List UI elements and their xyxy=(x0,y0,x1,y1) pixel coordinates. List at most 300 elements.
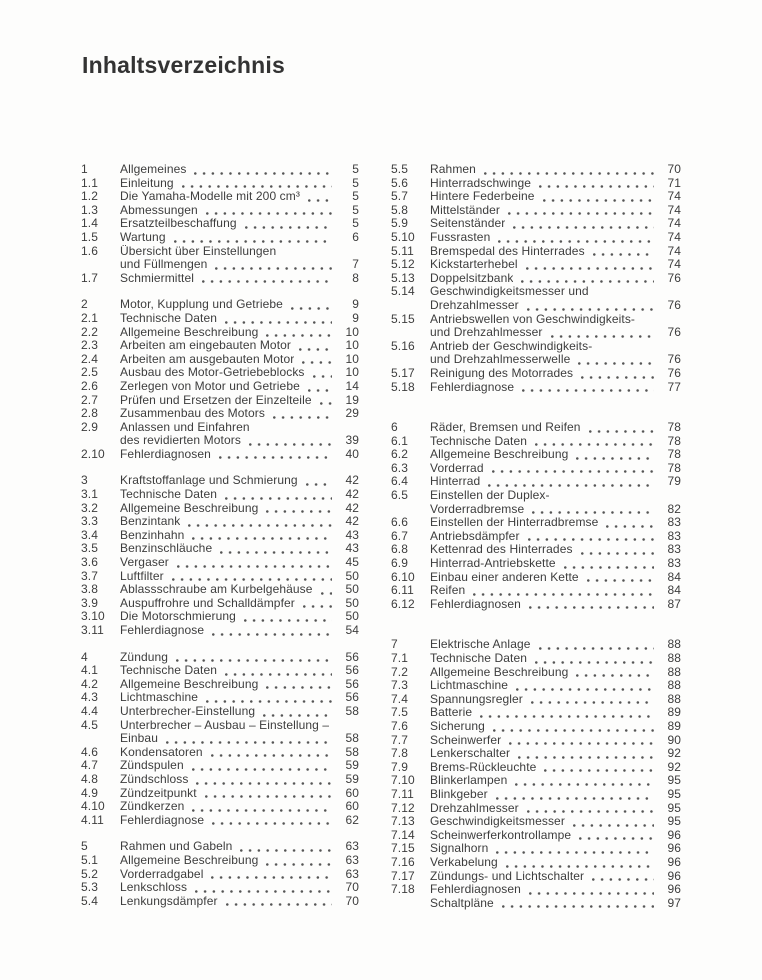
toc-entry xyxy=(391,299,681,313)
dot-leader xyxy=(266,863,332,866)
toc-entry xyxy=(391,367,681,381)
toc-entry xyxy=(81,787,359,801)
toc-entry-number: 2.5 xyxy=(81,365,98,380)
toc-entry-title: Blinkgeber xyxy=(430,787,488,801)
toc-entry-page: 89 xyxy=(667,705,681,720)
toc-entry-page: 5 xyxy=(352,162,359,176)
toc-entry-number: 7.4 xyxy=(391,691,408,706)
toc-entry-page: 70 xyxy=(345,880,359,895)
toc-entry-title: Kickstarterhebel xyxy=(430,258,518,272)
toc-entry-number: 7 xyxy=(391,637,398,652)
toc-entry xyxy=(81,515,359,529)
toc-entry-page: 88 xyxy=(667,691,681,706)
toc-entry-number: 1.1 xyxy=(81,175,98,190)
toc-entry-number: 7.6 xyxy=(391,718,408,733)
toc-section xyxy=(391,421,681,611)
toc-entry-title: Fehlerdiagnosen xyxy=(430,883,521,897)
toc-entry xyxy=(391,815,681,829)
dot-leader xyxy=(266,334,332,337)
toc-entry-title: Fehlerdiagnose xyxy=(120,624,205,637)
toc-entry xyxy=(391,475,681,489)
toc-entry-title: Wartung xyxy=(120,230,166,244)
toc-entry-page: 76 xyxy=(667,270,681,285)
toc-section xyxy=(81,651,359,828)
dot-leader xyxy=(581,552,654,555)
dot-leader xyxy=(226,903,332,906)
dot-leader xyxy=(302,361,332,364)
toc-entry xyxy=(391,720,681,734)
toc-entry-page: 54 xyxy=(345,623,359,637)
toc-entry-page: 19 xyxy=(345,392,359,407)
dot-leader xyxy=(212,822,332,825)
dot-leader xyxy=(321,592,332,595)
toc-entry-number: 6 xyxy=(391,420,398,435)
dot-leader xyxy=(225,497,332,500)
toc-entry-number: 1.6 xyxy=(81,243,98,258)
toc-column-left xyxy=(81,163,359,908)
toc-entry-title: Verkabelung xyxy=(430,855,498,869)
toc-entry-number: 5.13 xyxy=(391,270,415,285)
toc-entry-page: 70 xyxy=(667,162,681,176)
toc-entry-title: Zündung xyxy=(120,650,169,664)
toc-entry-number: 3.11 xyxy=(81,623,104,637)
toc-entry-page: 43 xyxy=(345,541,359,556)
dot-leader xyxy=(606,525,654,528)
toc-entry xyxy=(81,678,359,692)
dot-leader xyxy=(496,797,654,800)
toc-entry-number: 3.9 xyxy=(81,595,98,610)
toc-entry-title: Auspuffrohre und Schalldämpfer xyxy=(120,596,295,610)
toc-entry-title: Luftfilter xyxy=(120,569,164,583)
toc-entry-number: 4.11 xyxy=(81,812,104,827)
toc-entry xyxy=(391,571,681,585)
toc-entry-number: 4 xyxy=(81,649,88,664)
toc-entry-page: 5 xyxy=(352,189,359,204)
toc-entry-number: 6.1 xyxy=(391,433,408,448)
dot-leader xyxy=(493,729,654,732)
toc-entry-page: 78 xyxy=(667,433,681,448)
toc-entry xyxy=(81,231,359,245)
toc-entry xyxy=(81,814,359,828)
toc-entry-number: 1.5 xyxy=(81,229,98,244)
toc-entry-title: Lichtmaschine xyxy=(120,691,199,705)
toc-entry-number: 5.12 xyxy=(391,257,415,272)
toc-entry-page: 78 xyxy=(667,420,681,435)
toc-entry xyxy=(81,624,359,638)
toc-entry-title: Zündspulen xyxy=(120,759,184,773)
dot-leader xyxy=(544,769,654,772)
toc-entry xyxy=(81,258,359,272)
toc-entry-number: 6.11 xyxy=(391,583,414,598)
toc-entry-title: Einstellen der Hinterradbremse xyxy=(430,516,599,530)
dot-leader xyxy=(225,321,332,324)
toc-entry-title: und Drehzahlmesserwelle xyxy=(430,353,571,367)
toc-entry xyxy=(81,312,359,326)
toc-entry xyxy=(81,488,359,502)
dot-leader xyxy=(522,389,654,392)
dot-leader xyxy=(496,851,654,854)
toc-entry-number: 6.3 xyxy=(391,460,408,475)
toc-entry-number: 7.10 xyxy=(391,773,415,788)
toc-entry-page: 10 xyxy=(345,365,359,380)
dot-leader xyxy=(172,578,332,581)
toc-entry-number: 5.11 xyxy=(391,243,414,258)
toc-entry-number: 3.7 xyxy=(81,568,98,583)
toc-entry xyxy=(391,177,681,191)
toc-entry xyxy=(81,407,359,421)
dot-leader xyxy=(244,619,332,622)
toc-entry-title: Reinigung des Motorrades xyxy=(430,366,574,380)
toc-entry-title: Räder, Bremsen und Reifen xyxy=(430,421,581,435)
toc-entry-page: 74 xyxy=(667,202,681,217)
toc-entry-page: 56 xyxy=(345,649,359,664)
toc-entry xyxy=(81,353,359,367)
dot-leader xyxy=(518,756,654,759)
toc-entry-page: 96 xyxy=(667,827,681,842)
toc-entry-number: 7.16 xyxy=(391,854,415,869)
toc-entry-number: 3.2 xyxy=(81,500,98,515)
dot-leader xyxy=(589,430,654,433)
toc-entry-title: Rahmen und Gabeln xyxy=(120,840,233,854)
dot-leader xyxy=(527,308,654,311)
toc-entry-number: 2.8 xyxy=(81,406,98,421)
toc-entry-title: Lenkerschalter xyxy=(430,747,511,761)
toc-entry-title: Antriebswellen von Geschwindigkeits- xyxy=(430,312,636,326)
toc-entry-number: 2.1 xyxy=(81,310,98,325)
toc-entry-number: 6.10 xyxy=(391,569,415,584)
toc-entry xyxy=(391,693,681,707)
toc-entry-number: 1.2 xyxy=(81,189,98,204)
toc-entry-title: Antrieb der Geschwindigkeits- xyxy=(430,339,593,353)
dot-leader xyxy=(535,443,654,446)
toc-entry-title: Doppelsitzbank xyxy=(430,271,514,285)
toc-entry-title: Ablassschraube am Kurbelgehäuse xyxy=(120,583,313,597)
toc-entry-title: Seitenständer xyxy=(430,217,506,231)
toc-entry-title: Ersatzteilbeschaffung xyxy=(120,217,237,231)
dot-leader xyxy=(509,742,654,745)
toc-entry xyxy=(81,705,359,719)
toc-entry-page: 58 xyxy=(345,703,359,718)
toc-entry xyxy=(391,557,681,571)
toc-entry-number: 5.8 xyxy=(391,202,408,217)
toc-entry xyxy=(391,679,681,693)
toc-entry-page: 95 xyxy=(667,800,681,815)
dot-leader xyxy=(492,470,654,473)
toc-entry xyxy=(391,897,681,911)
toc-entry-number: 3.5 xyxy=(81,541,98,556)
toc-entry-page: 10 xyxy=(345,324,359,339)
toc-entry-page: 9 xyxy=(352,297,359,312)
dot-leader xyxy=(206,212,332,215)
toc-entry-page: 63 xyxy=(345,866,359,881)
toc-entry-page: 50 xyxy=(345,582,359,597)
toc-entry-title: Technische Daten xyxy=(120,488,217,502)
toc-entry-page: 70 xyxy=(345,893,359,908)
toc-entry-title: Geschwindigkeitsmesser und xyxy=(430,285,589,299)
dot-leader xyxy=(245,226,332,229)
toc-entry xyxy=(391,503,681,517)
toc-entry-title: Allgemeines xyxy=(120,163,187,176)
toc-entry xyxy=(391,353,681,367)
toc-entry-title: Drehzahlmesser xyxy=(430,801,519,815)
toc-entry xyxy=(81,366,359,380)
toc-entry-title: Blinkerlampen xyxy=(430,774,508,788)
toc-entry-page: 59 xyxy=(345,771,359,786)
toc-entry xyxy=(81,245,359,259)
toc-entry-page: 76 xyxy=(667,352,681,367)
toc-entry-title: Benzinhahn xyxy=(120,528,185,542)
toc-entry xyxy=(81,542,359,556)
toc-entry xyxy=(391,421,681,435)
toc-entry-page: 50 xyxy=(345,568,359,583)
toc-entry-number: 4.2 xyxy=(81,676,98,691)
dot-leader xyxy=(313,375,332,378)
dot-leader xyxy=(320,402,332,405)
toc-entry-number: 7.13 xyxy=(391,814,415,829)
toc-entry-title: Motor, Kupplung und Getriebe xyxy=(120,298,283,312)
toc-entry xyxy=(81,190,359,204)
dot-leader xyxy=(484,172,654,175)
dot-leader xyxy=(564,566,654,569)
toc-entry-number: 7.8 xyxy=(391,746,408,761)
toc-entry-number: 3.3 xyxy=(81,514,98,529)
toc-entry xyxy=(81,732,359,746)
toc-entry-title: Reifen xyxy=(430,584,466,598)
toc-entry xyxy=(391,584,681,598)
dot-leader xyxy=(196,782,332,785)
toc-entry-page: 88 xyxy=(667,651,681,665)
toc-entry-page: 89 xyxy=(667,718,681,733)
toc-entry-number: 7.18 xyxy=(391,882,415,897)
toc-entry-page: 60 xyxy=(345,785,359,800)
toc-entry-number: 2.4 xyxy=(81,351,98,366)
toc-entry xyxy=(391,802,681,816)
toc-entry xyxy=(81,474,359,488)
toc-section xyxy=(391,638,681,910)
dot-leader xyxy=(521,280,654,283)
toc-entry-title: Zündschloss xyxy=(120,772,189,786)
toc-entry-page: 10 xyxy=(345,351,359,366)
toc-entry-title: Technische Daten xyxy=(120,664,217,678)
dot-leader xyxy=(225,673,332,676)
toc-entry-title: Einstellen der Duplex- xyxy=(430,489,550,503)
dot-leader xyxy=(515,783,654,786)
toc-entry-title: Die Motorschmierung xyxy=(120,610,236,624)
toc-entry-page: 42 xyxy=(345,500,359,515)
toc-entry xyxy=(81,434,359,448)
toc-entry-number: 5.17 xyxy=(391,365,415,380)
toc-entry xyxy=(81,583,359,597)
toc-entry xyxy=(391,666,681,680)
toc-entry-number: 4.1 xyxy=(81,663,98,678)
toc-entry-number: 3.1 xyxy=(81,487,98,502)
dot-leader xyxy=(291,307,332,310)
toc-entry-title: Fehlerdiagnosen xyxy=(430,597,521,611)
toc-entry-number: 6.7 xyxy=(391,528,408,543)
toc-entry-title: Benzinschläuche xyxy=(120,542,213,556)
toc-entry xyxy=(81,272,359,286)
toc-entry xyxy=(391,734,681,748)
toc-entry-number: 6.12 xyxy=(391,596,415,611)
dot-leader xyxy=(579,837,654,840)
toc-entry-page: 5 xyxy=(352,175,359,190)
dot-leader xyxy=(273,416,332,419)
toc-entry xyxy=(391,272,681,286)
dot-leader xyxy=(220,551,332,554)
dot-leader xyxy=(532,511,654,514)
toc-entry-page: 74 xyxy=(667,216,681,231)
toc-entry-number: 2.9 xyxy=(81,419,98,434)
toc-entry xyxy=(391,543,681,557)
toc-entry xyxy=(391,462,681,476)
dot-leader xyxy=(192,768,332,771)
toc-entry-title: Kraftstoffanlage und Schmierung xyxy=(120,474,298,488)
toc-entry-number: 3.4 xyxy=(81,527,98,542)
toc-entry-number: 7.9 xyxy=(391,759,408,774)
dot-leader xyxy=(581,376,654,379)
toc-entry-number: 5.4 xyxy=(81,893,98,908)
dot-leader xyxy=(176,659,332,662)
toc-entry-title: Einbau xyxy=(120,732,158,746)
toc-entry-number: 6.4 xyxy=(391,474,408,489)
toc-entry-title: Brems-Rückleuchte xyxy=(430,760,537,774)
toc-section xyxy=(81,298,359,461)
toc-entry xyxy=(81,759,359,773)
toc-entry-page: 88 xyxy=(667,664,681,679)
toc-entry-title: Allgemeine Beschreibung xyxy=(430,448,569,462)
toc-entry xyxy=(391,231,681,245)
toc-entry xyxy=(81,840,359,854)
dot-leader xyxy=(188,524,332,527)
toc-entry-title: Technische Daten xyxy=(430,434,527,448)
toc-entry-number: 6.2 xyxy=(391,447,408,462)
toc-entry-page: 92 xyxy=(667,746,681,761)
toc-entry-title: Vorderrad xyxy=(430,461,484,475)
toc-entry xyxy=(391,313,681,327)
toc-entry-title: Fussrasten xyxy=(430,230,491,244)
toc-entry-page: 60 xyxy=(345,799,359,814)
toc-entry-number: 7.5 xyxy=(391,705,408,720)
toc-entry-number: 5.18 xyxy=(391,379,415,394)
toc-entry-title: Hintere Federbeine xyxy=(430,190,535,204)
toc-entry-page: 45 xyxy=(345,555,359,570)
toc-entry-page: 92 xyxy=(667,759,681,774)
dot-leader xyxy=(480,715,654,718)
toc-entry xyxy=(391,598,681,612)
toc-entry-number: 1 xyxy=(81,162,88,176)
toc-section xyxy=(81,474,359,637)
toc-entry-number: 4.6 xyxy=(81,744,98,759)
toc-entry-page: 43 xyxy=(345,527,359,542)
dot-leader xyxy=(195,890,332,893)
toc-entry-page: 62 xyxy=(345,812,359,827)
toc-entry-title: Fehlerdiagnose xyxy=(120,813,205,827)
dot-leader xyxy=(211,754,332,757)
dot-leader xyxy=(529,606,654,609)
toc-entry-page: 74 xyxy=(667,189,681,204)
dot-leader xyxy=(299,348,332,351)
dot-leader xyxy=(308,389,332,392)
dot-leader xyxy=(508,212,654,215)
toc-entry-number: 5 xyxy=(81,839,88,854)
toc-entry-number: 4.7 xyxy=(81,758,98,773)
toc-entry-page: 40 xyxy=(345,446,359,461)
toc-entry-title: Rahmen xyxy=(430,163,476,176)
toc-entry-number: 4.3 xyxy=(81,690,98,705)
toc-entry-title: Hinterrad xyxy=(430,475,481,489)
toc-entry-title: Anlassen und Einfahren xyxy=(120,420,250,434)
toc-entry xyxy=(81,326,359,340)
dot-leader xyxy=(526,267,654,270)
toc-entry-title: Lenkungsdämpfer xyxy=(120,894,218,908)
dot-leader xyxy=(531,701,654,704)
toc-entry xyxy=(391,448,681,462)
toc-entry-page: 42 xyxy=(345,487,359,502)
toc-entry-page: 5 xyxy=(352,202,359,217)
toc-entry-number: 7.15 xyxy=(391,841,415,856)
toc-entry-number: 3.8 xyxy=(81,582,98,597)
dot-leader xyxy=(488,484,654,487)
toc-entry xyxy=(391,516,681,530)
toc-entry-title: des revidierten Motors xyxy=(120,434,241,448)
toc-entry-number: 2.10 xyxy=(81,446,105,461)
toc-entry-number: 5.6 xyxy=(391,175,408,190)
toc-entry xyxy=(81,868,359,882)
toc-entry xyxy=(391,788,681,802)
toc-entry-page: 74 xyxy=(667,229,681,244)
toc-entry xyxy=(81,298,359,312)
toc-entry-title: Übersicht über Einstellungen xyxy=(120,244,277,258)
toc-entry-number: 4.5 xyxy=(81,717,98,732)
toc-section xyxy=(81,163,359,285)
toc-entry xyxy=(81,664,359,678)
toc-entry-page: 78 xyxy=(667,460,681,475)
toc-entry-title: Ausbau des Motor-Getriebeblocks xyxy=(120,366,305,380)
toc-entry xyxy=(391,204,681,218)
toc-entry-number: 4.10 xyxy=(81,799,105,814)
toc-entry xyxy=(391,856,681,870)
dot-leader xyxy=(578,362,654,365)
toc-entry-page: 83 xyxy=(667,542,681,557)
toc-entry xyxy=(391,326,681,340)
toc-entry-title: Zündungs- und Lichtschalter xyxy=(430,869,585,883)
toc-entry-page: 74 xyxy=(667,243,681,258)
toc-entry xyxy=(81,800,359,814)
dot-leader xyxy=(174,240,332,243)
toc-entry-page: 97 xyxy=(667,895,681,910)
dot-leader xyxy=(192,809,332,812)
toc-entry-title: und Drehzahlmesser xyxy=(430,326,543,340)
toc-entry-title: Einleitung xyxy=(120,176,174,190)
toc-entry-title: Elektrische Anlage xyxy=(430,638,531,652)
toc-entry-title: Allgemeine Beschreibung xyxy=(120,677,259,691)
toc-entry-page: 8 xyxy=(352,270,359,285)
toc-entry xyxy=(391,530,681,544)
dot-leader xyxy=(177,565,332,568)
toc-entry-page: 63 xyxy=(345,852,359,867)
toc-entry-title: Bremspedal des Hinterrades xyxy=(430,244,585,258)
toc-entry xyxy=(81,719,359,733)
toc-entry-title: Batterie xyxy=(430,706,473,720)
dot-leader xyxy=(593,253,654,256)
dot-leader xyxy=(182,185,332,188)
toc-entry-page: 39 xyxy=(345,433,359,448)
toc-entry-page: 74 xyxy=(667,257,681,272)
toc-entry-number: 6.9 xyxy=(391,556,408,571)
toc-entry xyxy=(391,489,681,503)
toc-entry-number: 5.16 xyxy=(391,338,415,353)
toc-entry-page: 6 xyxy=(352,229,359,244)
